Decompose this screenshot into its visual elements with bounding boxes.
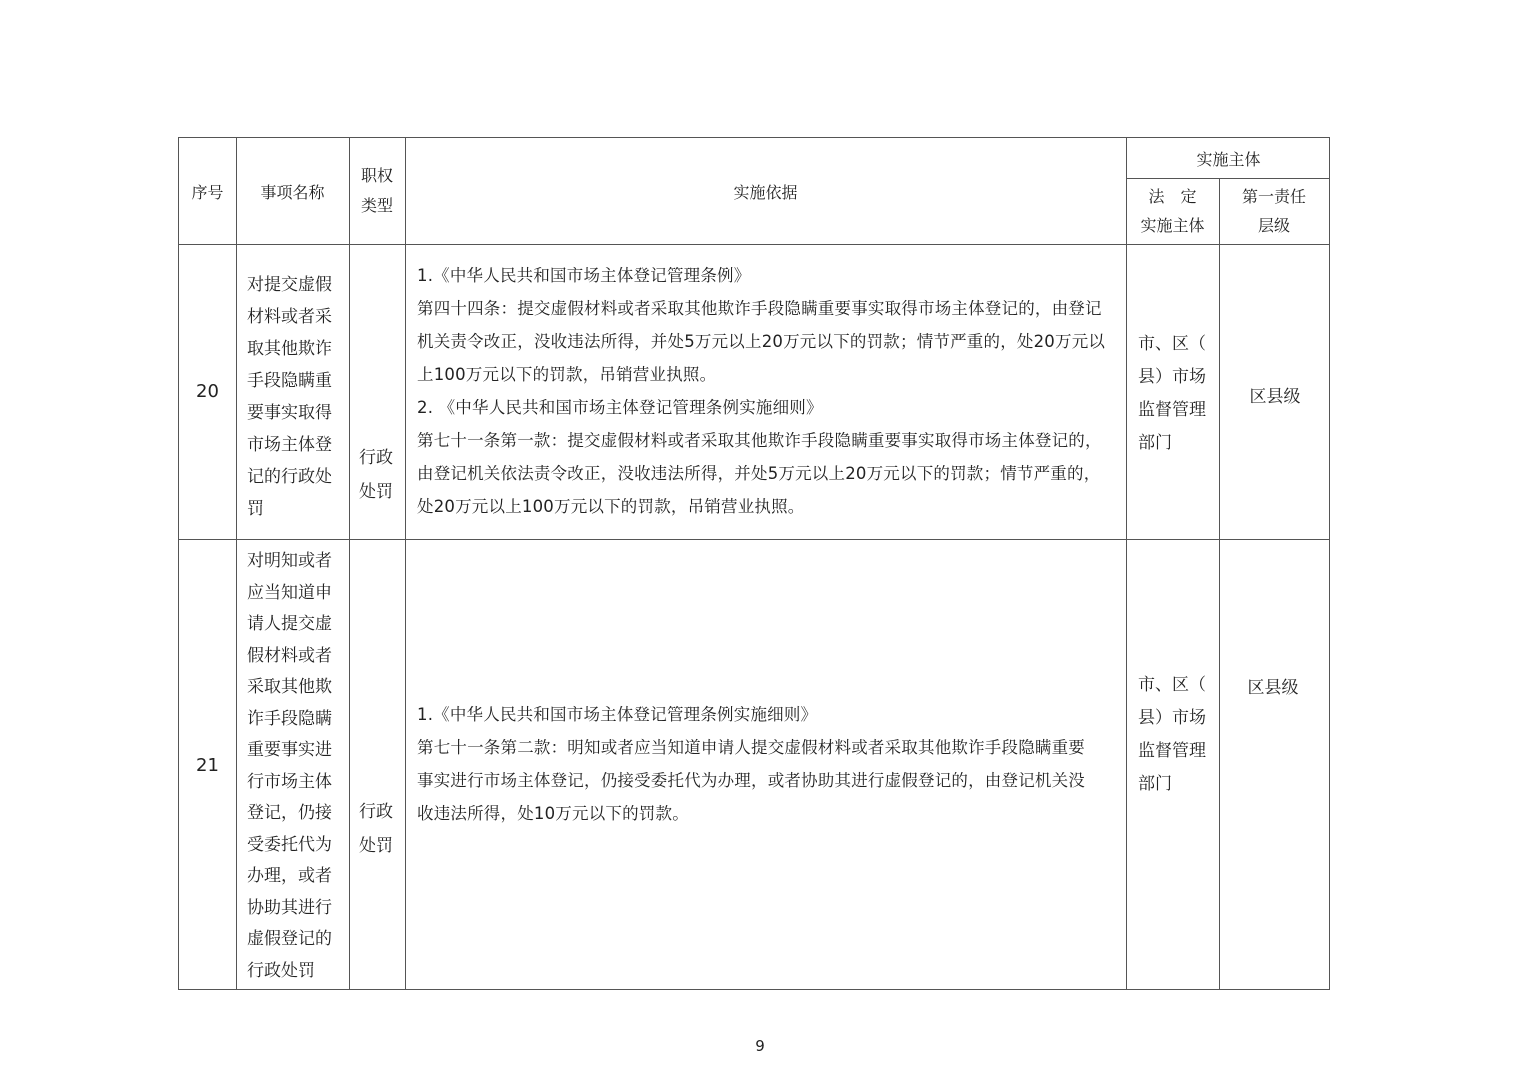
row-seq	[179, 244, 236, 539]
name-line: 手段隐瞒重	[247, 371, 332, 391]
col-divider	[1126, 138, 1127, 989]
header-power-type-line: 类型	[360, 196, 393, 215]
subject-line: 市、区（	[1138, 675, 1206, 695]
basis-line: 1.《中华人民共和国市场主体登记管理条例》	[417, 266, 751, 285]
enforcement-table	[178, 137, 1330, 990]
basis-line: 由登记机关依法责令改正，没收违法所得，并处5万元以上20万元以下的罚款；情节严重的，	[417, 464, 1101, 483]
name-line: 办理，或者	[247, 866, 332, 886]
subject-line: 县）市场	[1138, 708, 1206, 728]
col-divider	[1219, 178, 1220, 989]
header-subject	[1126, 138, 1331, 178]
name-line: 假材料或者	[247, 645, 332, 666]
name-line: 诈手段隐瞒	[247, 708, 332, 729]
name-line: 请人提交虚	[247, 614, 332, 634]
type-line: 行政	[359, 802, 393, 822]
basis-line: 上100万元以下的罚款，吊销营业执照。	[417, 365, 717, 384]
header-legal-subject-line: 实施主体	[1140, 216, 1205, 235]
col-divider	[349, 138, 350, 989]
header-power-type	[349, 138, 405, 244]
header-item-name-label: 事项名称	[260, 182, 325, 202]
basis-line: 1.《中华人民共和国市场主体登记管理条例实施细则》	[417, 705, 818, 724]
subject-line: 监督管理	[1138, 400, 1206, 420]
col-divider	[405, 138, 406, 989]
name-line: 行市场主体	[247, 771, 332, 792]
basis-line: 处20万元以上100万元以下的罚款，吊销营业执照。	[417, 497, 805, 516]
subject-line: 部门	[1138, 433, 1172, 453]
name-line: 要事实取得	[247, 403, 332, 423]
name-line: 罚	[247, 499, 264, 519]
row-resp-level-value: 区县级	[1249, 386, 1301, 407]
header-basis	[405, 138, 1126, 244]
header-legal-subject-line: 法 定	[1148, 187, 1197, 206]
header-resp-level-line: 第一责任	[1241, 187, 1306, 206]
row-legal-subject	[1138, 328, 1218, 460]
header-seq	[179, 138, 236, 244]
name-line: 记的行政处	[247, 467, 332, 487]
row-item-name	[247, 269, 347, 525]
page-number: 9	[755, 1037, 765, 1055]
row-divider	[179, 539, 1329, 540]
name-line: 对明知或者	[247, 551, 332, 571]
name-line: 虚假登记的	[247, 929, 332, 949]
name-line: 取其他欺诈	[247, 339, 332, 359]
name-line: 材料或者采	[247, 307, 332, 327]
subject-line: 监督管理	[1138, 741, 1206, 761]
basis-line: 2. 《中华人民共和国市场主体登记管理条例实施细则》	[417, 398, 823, 417]
row-legal-subject	[1138, 669, 1218, 801]
header-subject-label: 实施主体	[1196, 149, 1261, 169]
type-line: 处罚	[359, 836, 393, 856]
name-line: 应当知道申	[247, 582, 332, 603]
basis-line: 收违法所得，处10万元以下的罚款。	[417, 804, 689, 823]
row-resp-level	[1219, 670, 1327, 700]
basis-line: 第四十四条：提交虚假材料或者采取其他欺诈手段隐瞒重要事实取得市场主体登记的，由登记	[417, 299, 1102, 318]
subject-line: 市、区（	[1138, 334, 1206, 354]
row-basis	[417, 259, 1125, 523]
col-divider	[236, 138, 237, 989]
name-line: 对提交虚假	[247, 275, 332, 295]
basis-line: 第七十一条第一款：提交虚假材料或者采取其他欺诈手段隐瞒重要事实取得市场主体登记的，	[417, 431, 1102, 450]
row-power-type	[359, 795, 403, 863]
row-resp-level	[1219, 379, 1331, 409]
header-resp-level	[1219, 178, 1329, 244]
row-basis	[417, 698, 1125, 830]
type-line: 行政	[359, 448, 393, 468]
row-seq-value: 20	[196, 381, 219, 402]
row-seq	[179, 539, 236, 991]
name-line: 重要事实进	[247, 740, 332, 760]
basis-line: 机关责令改正，没收违法所得，并处5万元以上20万元以下的罚款；情节严重的，处20万元以	[417, 332, 1106, 351]
basis-line: 第七十一条第二款：明知或者应当知道申请人提交虚假材料或者采取其他欺诈手段隐瞒重要	[417, 738, 1085, 757]
name-line: 行政处罚	[247, 960, 315, 981]
row-divider	[179, 244, 1329, 245]
type-line: 处罚	[359, 482, 393, 502]
header-basis-label: 实施依据	[733, 182, 798, 202]
row-seq-value: 21	[196, 754, 219, 776]
header-legal-subject	[1126, 178, 1219, 244]
header-item-name	[236, 138, 349, 244]
header-power-type-line: 职权	[360, 166, 393, 185]
name-line: 登记，仍接	[247, 803, 332, 823]
header-resp-level-line: 层级	[1257, 216, 1290, 235]
subject-line: 部门	[1138, 774, 1172, 794]
row-resp-level-value: 区县级	[1247, 677, 1299, 698]
name-line: 受委托代为	[247, 834, 332, 855]
basis-line: 事实进行市场主体登记，仍接受委托代为办理，或者协助其进行虚假登记的，由登记机关没	[417, 771, 1085, 790]
name-line: 市场主体登	[247, 435, 332, 455]
name-line: 协助其进行	[247, 897, 332, 918]
subject-line: 县）市场	[1138, 367, 1206, 387]
row-power-type	[359, 441, 403, 509]
header-seq-label: 序号	[191, 182, 224, 202]
name-line: 采取其他欺	[247, 677, 332, 697]
row-item-name	[247, 546, 347, 987]
